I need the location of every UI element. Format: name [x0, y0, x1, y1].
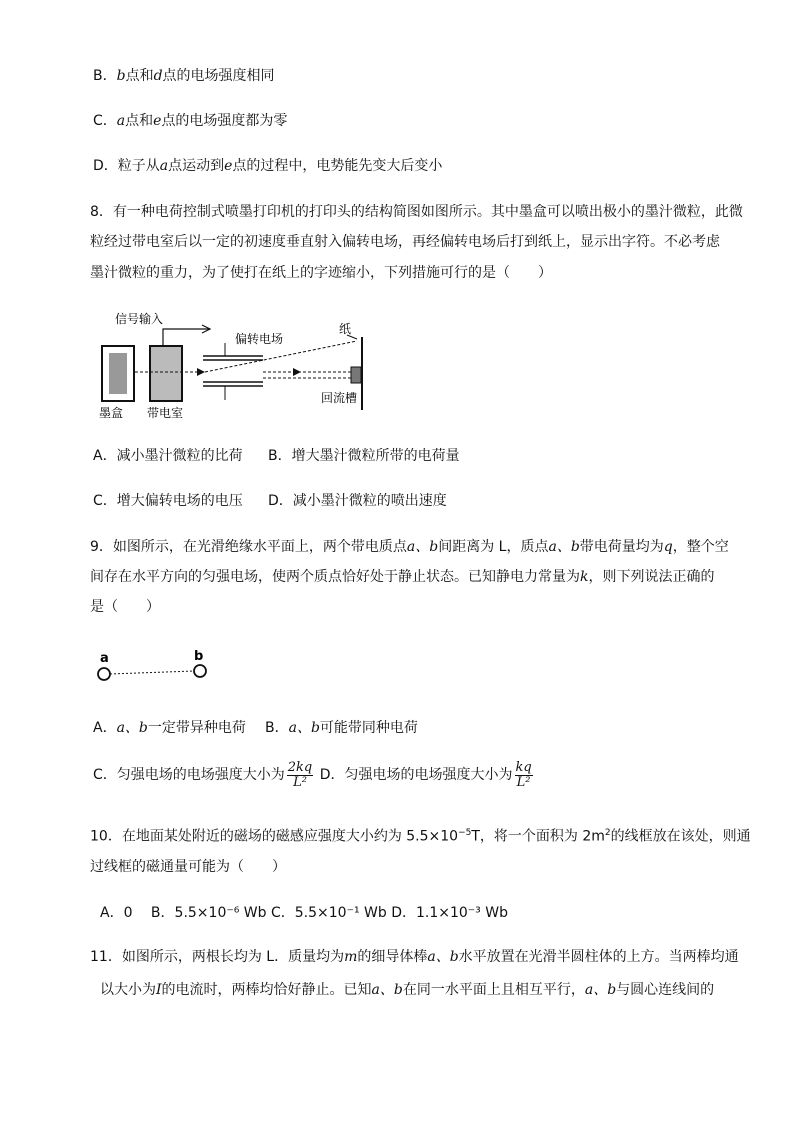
q9-stem-line1: [90, 537, 729, 557]
q7-option-c-text1: 点和: [125, 113, 154, 129]
q9-option-a: [93, 718, 246, 738]
q10-area-exponent: 2: [604, 828, 611, 838]
q7-option-c-text2: 点的电场强度都为零: [161, 113, 288, 129]
separation-line: [110, 671, 194, 674]
inkbox-fill: [109, 353, 127, 394]
q9-var-q: q: [663, 539, 673, 555]
q11-text: 的电流时，两棒均恰好静止。已知: [161, 982, 372, 998]
q7-option-c-point1: a: [116, 113, 126, 129]
q10-options: A．0 B．5.5×10⁻⁶ Wb C．5.5×10⁻¹ Wb D．1.1×10⁻³ Wb: [100, 905, 508, 921]
q7-option-d: [93, 156, 442, 176]
q9-option-d-fraction: [515, 761, 533, 790]
q8-stem-line1: 8．有一种电荷控制式喷墨打印机的打印头的结构简图如图所示。其中墨盒可以喷出极小的墨汁微粒，此微: [90, 204, 743, 220]
q8-stem-line3: 墨汁微粒的重力，为了使打在纸上的字迹缩小，下列措施可行的是（ ）: [90, 265, 552, 281]
label-charge-b: b: [194, 649, 204, 664]
q9-text: ，整个空: [672, 539, 729, 555]
q9-option-b-vars: a、b: [288, 720, 320, 736]
q9-option-b-prefix: B．: [265, 720, 289, 736]
q9-charges-diagram: [90, 644, 215, 686]
q7-option-c-prefix: C．: [93, 113, 117, 129]
q8-option-b: B．增大墨汁微粒所带的电荷量: [268, 448, 460, 464]
q9-var-k: k: [580, 569, 589, 585]
q9-option-cd: [93, 758, 535, 792]
q9-text: 带电荷量均为: [579, 539, 664, 555]
q7-option-b-point2: d: [153, 68, 163, 84]
q11-vars: a、b: [584, 982, 617, 998]
label-signal-input: 信号输入: [115, 312, 164, 326]
q10-text: 10．在地面某处附近的磁场的磁感应强度大小约为 5.5×10: [90, 828, 459, 845]
q9-option-b: [265, 718, 418, 738]
label-paper: 纸: [339, 322, 352, 336]
label-deflection-field: 偏转电场: [235, 332, 284, 346]
q10-stem-line2: 过线框的磁通量可能为（ ）: [90, 859, 286, 875]
q7-option-d-text1: 点运动到: [168, 158, 225, 174]
q9-text: 间存在水平方向的匀强电场，使两个质点恰好处于静止状态。已知静电力常量为: [90, 569, 580, 585]
q9-option-d-text: D．匀强电场的电场强度大小为: [319, 767, 513, 783]
charge-b-icon: [194, 665, 206, 677]
q11-var-m: m: [344, 949, 358, 965]
signal-wire: [163, 329, 210, 346]
label-charge-a: a: [100, 651, 109, 666]
label-return-trough: 回流槽: [321, 391, 358, 405]
q9-option-d-numerator: kq: [515, 759, 532, 775]
q11-text: 在同一水平面上且相互平行，: [402, 982, 585, 998]
q11-vars: a、b: [427, 949, 459, 965]
q9-option-b-text: 可能带同种电荷: [319, 720, 418, 736]
q9-vars: a、b: [548, 539, 580, 555]
q11-text: 水平放置在光滑半圆柱体的上方。当两棒均通: [458, 949, 739, 965]
q7-option-b: [93, 66, 275, 86]
q9-text: 间距离为 L，质点: [438, 539, 549, 555]
q7-option-d-point1: a: [159, 158, 169, 174]
q9-option-d-denominator: L²: [516, 774, 531, 790]
q8-option-c: C．增大偏转电场的电压: [93, 493, 243, 509]
q9-vars: a、b: [406, 539, 439, 555]
q7-option-d-prefix: D．粒子从: [93, 158, 160, 174]
q11-stem-line2: [100, 980, 714, 1000]
q7-option-b-text1: 点和: [125, 68, 154, 84]
charging-chamber: [150, 346, 182, 401]
q9-stem-line2: [90, 567, 714, 587]
q8-option-a: A．减小墨汁微粒的比荷: [93, 448, 243, 464]
q9-option-a-vars: a、b: [116, 720, 148, 736]
q9-option-c-fraction: [287, 761, 313, 790]
q11-vars: a、b: [371, 982, 403, 998]
q9-option-c-numerator: 2kq: [287, 759, 313, 775]
q11-text: 的细导体棒: [357, 949, 428, 965]
q11-text: 与圆心连线间的: [616, 982, 715, 998]
q10-exponent: −5: [458, 828, 472, 838]
q7-option-b-prefix: B．: [93, 68, 117, 84]
q9-text: ，则下列说法正确的: [588, 569, 715, 585]
q9-option-a-text: 一定带异种电荷: [147, 720, 246, 736]
q9-option-a-prefix: A．: [93, 720, 117, 736]
charge-a-icon: [98, 668, 110, 680]
q9-text: 9．如图所示，在光滑绝缘水平面上，两个带电质点: [90, 539, 407, 555]
q11-text: 以大小为: [100, 982, 156, 998]
q9-option-c-text: C．匀强电场的电场强度大小为: [93, 767, 285, 783]
q7-option-c: [93, 111, 287, 131]
q11-var-i: I: [156, 982, 162, 998]
q11-stem-line1: [90, 947, 739, 967]
return-trough: [351, 367, 361, 383]
q9-option-c-denominator: L²: [293, 774, 307, 790]
label-inkbox: 墨盒: [99, 406, 124, 420]
q7-option-d-text2: 点的过程中，电势能先变大后变小: [232, 158, 443, 174]
beam-arrow-icon: [197, 368, 205, 376]
q11-text: 11．如图所示，两根长均为 L．质量均为: [90, 949, 345, 965]
label-charging-chamber: 带电室: [147, 406, 184, 420]
q8-printer-diagram: [95, 305, 380, 420]
q10-stem-line1: [90, 823, 751, 847]
q7-option-d-point2: e: [224, 158, 233, 174]
q10-text: 的线框放在该处，则通: [610, 828, 751, 845]
q8-stem-line2: 粒经过带电室后以一定的初速度垂直射入偏转电场，再经偏转电场后打到纸上，显示出字符。不必考虑: [90, 234, 720, 250]
q7-option-c-point2: e: [153, 113, 162, 129]
q7-option-b-point1: b: [116, 68, 126, 84]
q10-text: T，将一个面积为 2m: [471, 828, 605, 845]
q9-stem-line3: 是（ ）: [90, 599, 160, 615]
q7-option-b-text2: 点的电场强度相同: [162, 68, 275, 84]
q8-option-d: D．减小墨汁微粒的喷出速度: [268, 493, 447, 509]
return-arrow-icon: [293, 368, 301, 376]
